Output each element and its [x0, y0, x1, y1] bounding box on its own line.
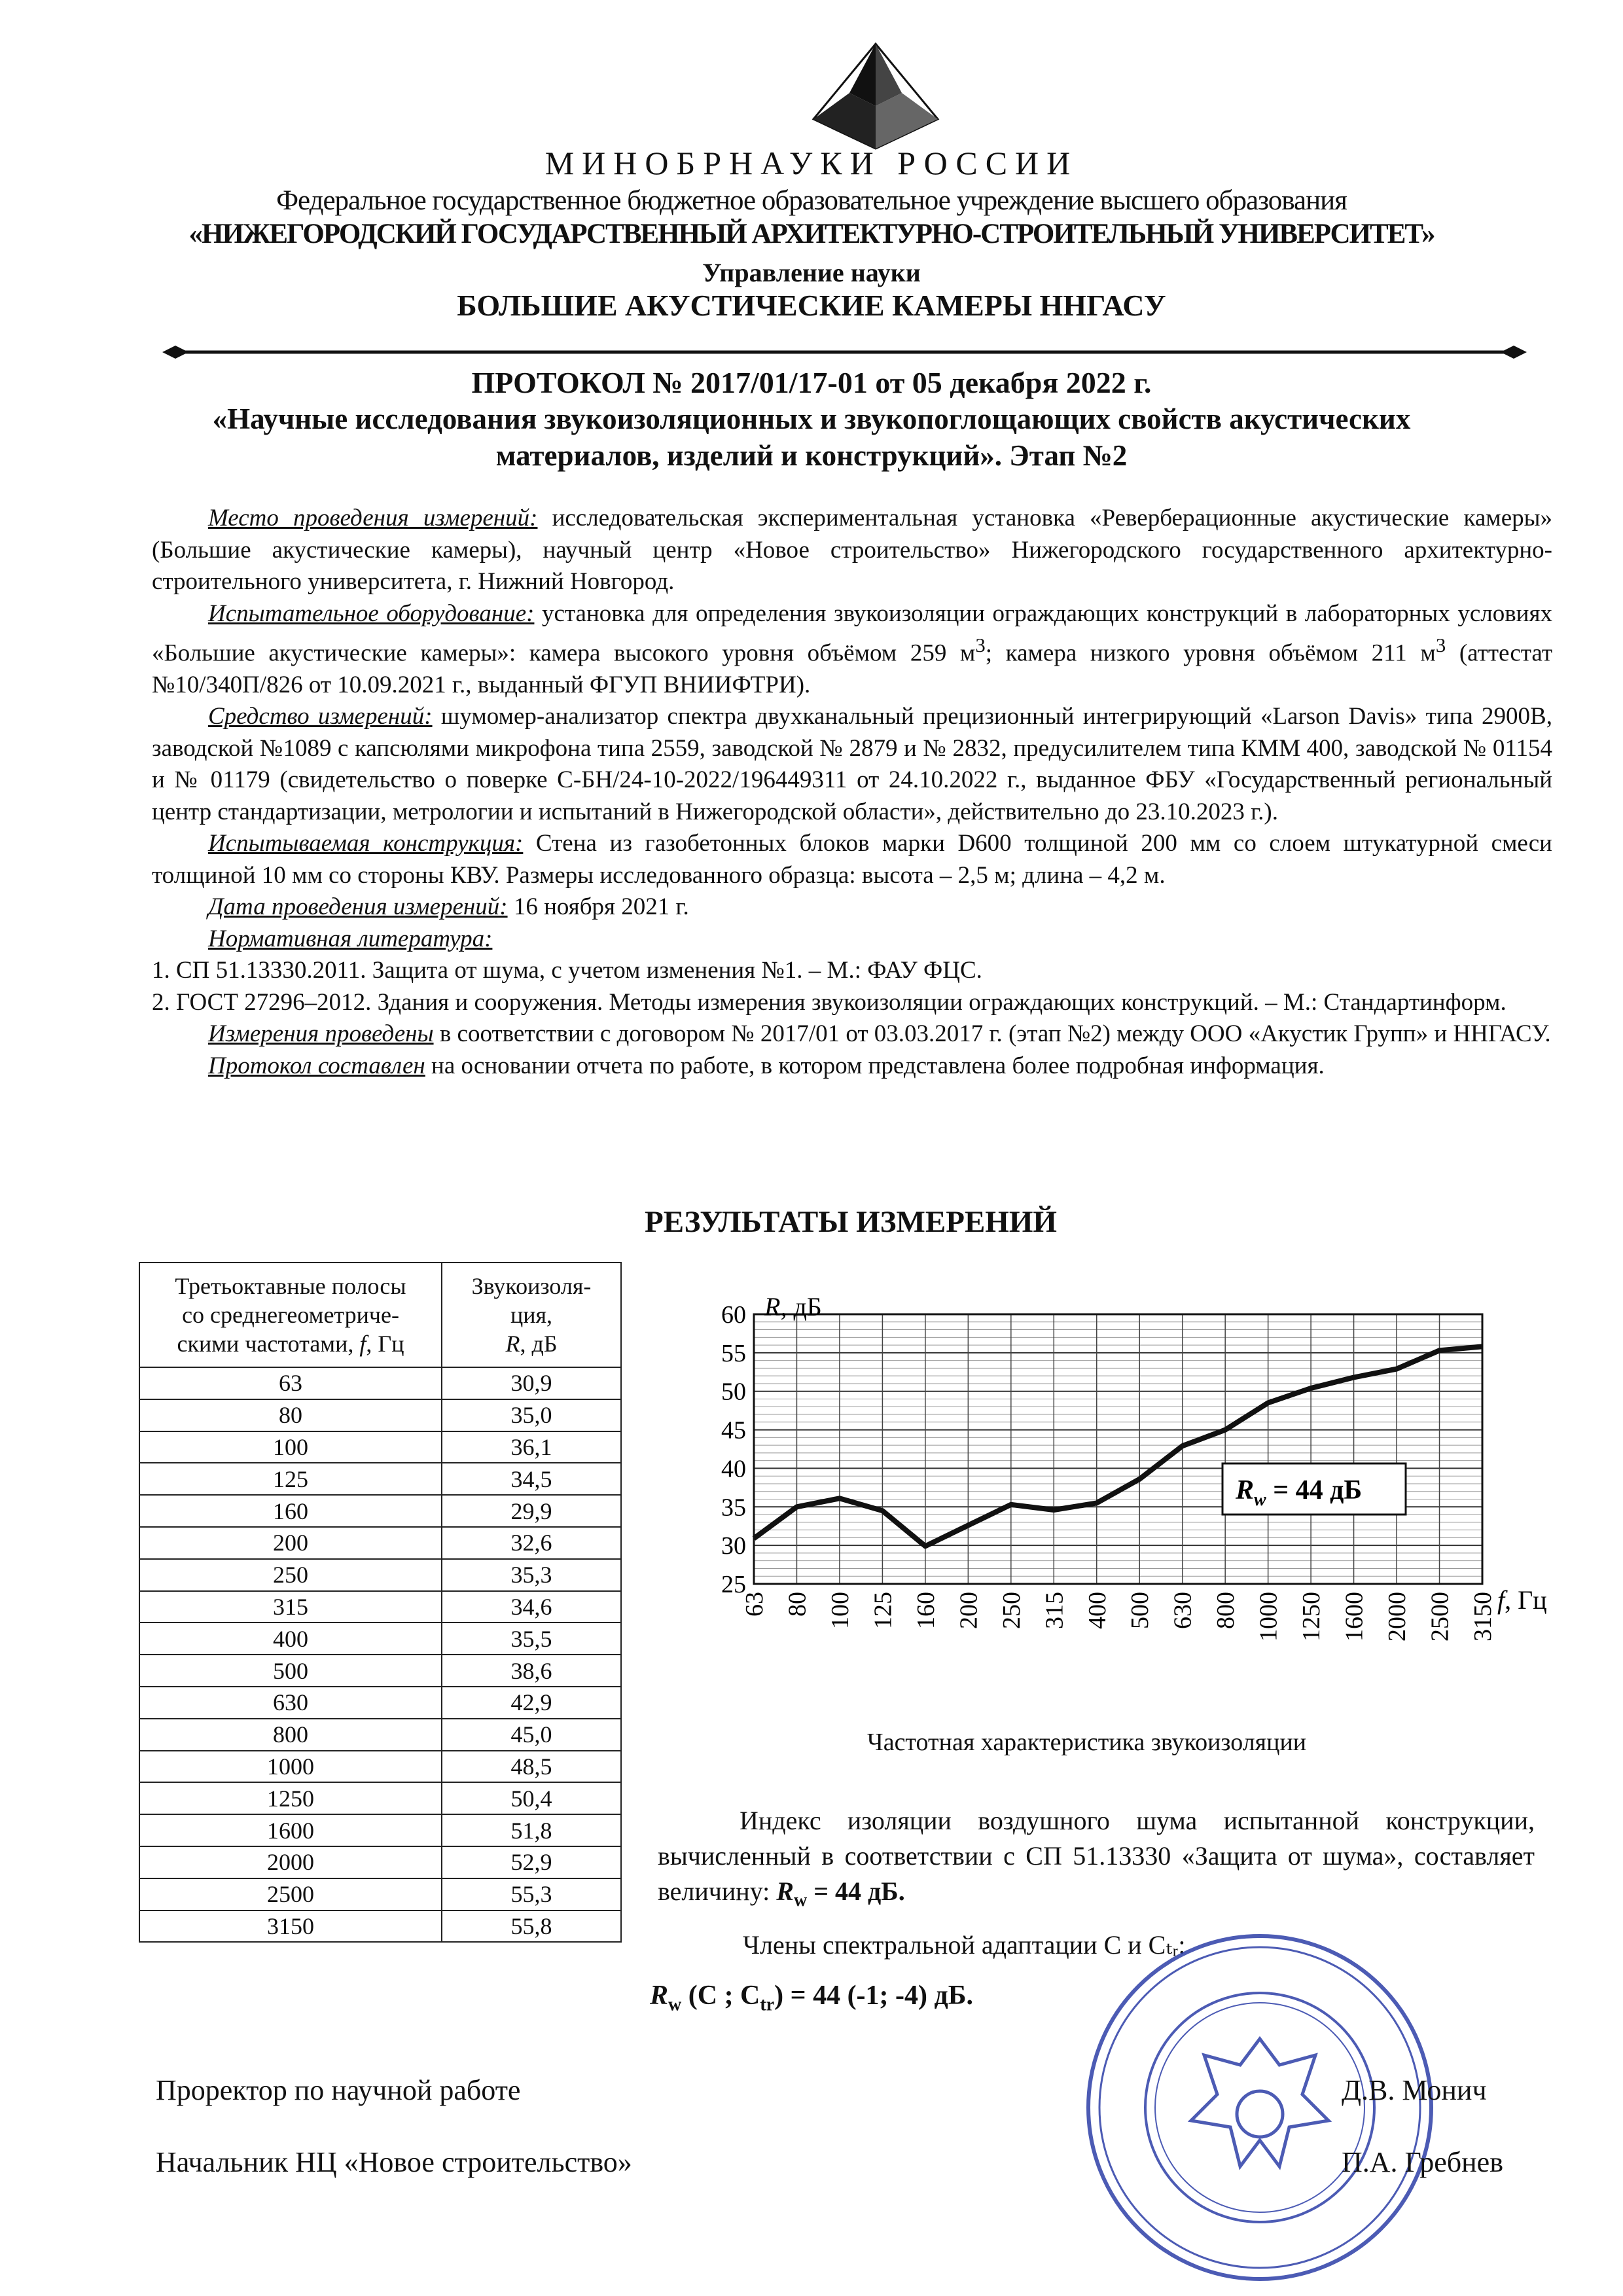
construction-label: Испытываемая конструкция:	[208, 830, 524, 857]
table-row	[139, 1655, 621, 1687]
report-label: Протокол составлен	[208, 1052, 425, 1079]
insulation-cell: 29,9	[442, 1495, 621, 1527]
protocol-subtitle-line-1: «Научные исследования звукоизоляционных и звукопоглощающих свойств акустических	[212, 403, 1411, 435]
results-table	[139, 1262, 622, 1943]
index-value: = 44 дБ.	[807, 1876, 905, 1906]
header-unit: , Гц	[366, 1331, 404, 1357]
header-text: Третьоктавные полосы	[175, 1273, 406, 1299]
header-text: ция,	[510, 1302, 553, 1328]
superscript-3: 3	[1435, 634, 1446, 656]
insulation-cell: 35,0	[442, 1399, 621, 1431]
results-table-body	[139, 1367, 621, 1942]
y-tick-label: 25	[721, 1571, 746, 1598]
x-tick-label: 2000	[1383, 1592, 1412, 1641]
insulation-cell: 32,6	[442, 1527, 621, 1559]
y-tick-label: 50	[721, 1378, 746, 1406]
signatory-1-role: Проректор по научной работе	[156, 2074, 521, 2106]
x-tick-label: 1250	[1298, 1592, 1326, 1641]
insulation-cell: 42,9	[442, 1687, 621, 1719]
y-tick-label: 40	[721, 1455, 746, 1483]
frequency-cell: 2000	[139, 1846, 442, 1878]
table-row	[139, 1719, 621, 1751]
rw-c-ctr-result	[650, 1980, 973, 2015]
insulation-cell: 45,0	[442, 1719, 621, 1751]
report-paragraph	[152, 1050, 1552, 1083]
x-tick-label: 1600	[1340, 1592, 1368, 1641]
chambers-name: БОЛЬШИЕ АКУСТИЧЕСКИЕ КАМЕРЫ ННГАСУ	[457, 289, 1166, 322]
protocol-subtitle	[0, 401, 1623, 474]
frequency-cell: 1600	[139, 1814, 442, 1846]
date-text: 16 ноября 2021 г.	[507, 893, 689, 921]
department-name: Управление науки	[702, 258, 921, 287]
frequency-cell: 63	[139, 1367, 442, 1399]
protocol-title: ПРОТОКОЛ № 2017/01/17-01 от 05 декабря 2022 г.	[471, 366, 1152, 399]
x-tick-label: 800	[1212, 1592, 1240, 1629]
x-tick-label: 80	[783, 1592, 812, 1617]
table-row	[139, 1431, 621, 1463]
insulation-cell: 36,1	[442, 1431, 621, 1463]
header-divider	[162, 342, 1527, 363]
table-row	[139, 1367, 621, 1399]
insulation-cell: 35,3	[442, 1559, 621, 1591]
contract-text: в соответствии с договором № 2017/01 от 03.03.2017 г. (этап №2) между ООО «Акустик Групп» и ННГАСУ.	[433, 1020, 1551, 1048]
insulation-cell: 48,5	[442, 1751, 621, 1783]
table-row	[139, 1846, 621, 1878]
table-row	[139, 1495, 621, 1527]
place-text: исследовательская экспериментальная установка «Реверберационные акустические камеры» (Большие акустические камеры), научный центр «Новое строительство» Нижегородского государственного архитектурно-строительного университета, г. Нижний Новгород.	[152, 505, 1552, 595]
insulation-cell: 34,6	[442, 1591, 621, 1623]
insulation-cell: 30,9	[442, 1367, 621, 1399]
contract-label: Измерения проведены	[208, 1020, 434, 1048]
insulation-cell: 50,4	[442, 1782, 621, 1814]
header-unit: , дБ	[520, 1331, 558, 1357]
x-tick-label: 63	[741, 1592, 768, 1617]
x-tick-label: 630	[1169, 1592, 1197, 1629]
chart-caption: Частотная характеристика звукоизоляции	[867, 1729, 1307, 1756]
instruments-text: шумомер-анализатор спектра двухканальный прецизионный интегрирующий «Larson Davis» типа 2900B, заводской №1089 с капсюлями микрофона типа 2559, заводской № 2879 и № 2832, предусилителем типа КММ 400, заводской № 01154 и № 01179 (свидетельство о поверке С-БН/24-10-2022/196449311 от 24.10.2022 г., выданное ФБУ «Государственный региональный центр стандартизации, метрологии и испытаний в Нижегородской области», действительно до 23.10.2023 г.).	[152, 703, 1552, 825]
equipment-label: Испытательное оборудование:	[208, 600, 535, 627]
equipment-text-1: установка для определения звукоизоляции ограждающих конструкций в лабораторных условиях «Большие акустические камеры»: камера высокого уровня объёмом 259 м	[152, 600, 1552, 667]
index-sub: w	[793, 1890, 808, 1910]
construction-text: Стена из газобетонных блоков марки D600 толщиной 200 мм со слоем штукатурной смеси толщиной 10 мм со стороны КВУ. Размеры исследованного образца: высота – 2,5 м; длина – 4,2 м.	[152, 830, 1552, 889]
signatory-2-role: Начальник НЦ «Новое строительство»	[156, 2146, 632, 2178]
index-paragraph	[658, 1803, 1535, 1918]
x-tick-label: 100	[826, 1592, 854, 1629]
header-text: со среднегеометриче-	[182, 1302, 399, 1328]
y-tick-label: 60	[721, 1301, 746, 1329]
frequency-column-header	[139, 1263, 442, 1367]
table-row	[139, 1559, 621, 1591]
x-tick-label: 500	[1126, 1592, 1154, 1629]
construction-paragraph	[152, 828, 1552, 891]
date-paragraph	[152, 891, 1552, 924]
insulation-cell: 55,3	[442, 1878, 621, 1910]
table-row	[139, 1878, 621, 1910]
chart-x-axis-label: f, Гц	[1497, 1585, 1547, 1615]
frequency-cell: 250	[139, 1559, 442, 1591]
x-tick-label: 1000	[1255, 1592, 1283, 1641]
results-title: РЕЗУЛЬТАТЫ ИЗМЕРЕНИЙ	[644, 1205, 1057, 1239]
header-text: Звукоизоля-	[471, 1273, 592, 1299]
rw-sub: w	[668, 1994, 682, 2015]
frequency-cell: 630	[139, 1687, 442, 1719]
norm-item-1: 1. СП 51.13330.2011. Защита от шума, с учетом изменения №1. – М.: ФАУ ФЦС.	[152, 957, 982, 984]
frequency-cell: 500	[139, 1655, 442, 1687]
report-text: на основании отчета по работе, в котором представлена более подробная информация.	[425, 1052, 1325, 1079]
header-text: скими частотами,	[177, 1331, 360, 1357]
rw-value: ) = 44 (-1; -4) дБ.	[774, 1981, 974, 2011]
index-var: R	[776, 1876, 794, 1906]
place-label: Место проведения измерений:	[208, 505, 538, 531]
table-row	[139, 1751, 621, 1783]
x-tick-label: 160	[912, 1592, 940, 1629]
signatory-2-name: П.А. Гребнев	[1342, 2146, 1503, 2178]
insulation-column-header	[442, 1263, 621, 1367]
table-row	[139, 1463, 621, 1495]
institution-type: Федеральное государственное бюджетное образовательное учреждение высшего образования	[276, 185, 1347, 216]
x-tick-label: 400	[1083, 1592, 1111, 1629]
superscript-3: 3	[975, 634, 986, 656]
rw-var: R	[650, 1981, 669, 2011]
table-row	[139, 1814, 621, 1846]
protocol-body	[152, 503, 1552, 1082]
insulation-chart	[681, 1283, 1590, 1754]
ctr-sub: tr	[760, 1994, 775, 2015]
insulation-cell: 34,5	[442, 1463, 621, 1495]
annotation-text: $R_w = 44$ дБ	[1236, 1475, 1363, 1510]
insulation-cell: 52,9	[442, 1846, 621, 1878]
frequency-cell: 100	[139, 1431, 442, 1463]
norm-item-2: 2. ГОСТ 27296–2012. Здания и сооружения. Методы измерения звукоизоляции ограждающих конструкций. – М.: Стандартинформ.	[152, 988, 1507, 1016]
instruments-label: Средство измерений:	[208, 703, 433, 730]
frequency-cell: 160	[139, 1495, 442, 1527]
table-header-row	[139, 1263, 621, 1367]
insulation-cell: 51,8	[442, 1814, 621, 1846]
frequency-cell: 400	[139, 1623, 442, 1655]
y-tick-label: 30	[721, 1532, 746, 1560]
frequency-cell: 1250	[139, 1782, 442, 1814]
university-name: «НИЖЕГОРОДСКИЙ ГОСУДАРСТВЕННЫЙ АРХИТЕКТУРНО-СТРОИТЕЛЬНЫЙ УНИВЕРСИТЕТ»	[188, 219, 1435, 249]
table-row	[139, 1623, 621, 1655]
table-row	[139, 1591, 621, 1623]
spectral-adaptation-text: Члены спектральной адаптации C и Cₜᵣ:	[743, 1930, 1186, 1960]
x-tick-label: 200	[955, 1592, 983, 1629]
insulation-cell: 35,5	[442, 1623, 621, 1655]
norms-paragraph	[152, 924, 1552, 956]
table-row	[139, 1910, 621, 1943]
index-text: Индекс изоляции воздушного шума испытанной конструкции, вычисленный в соответствии с СП 51.13330 «Защита от шума», составляет величину:	[658, 1806, 1535, 1906]
equipment-text-3: (аттестат №10/340П/826 от 10.09.2021 г., выданный ФГУП ВНИИФТРИ).	[152, 639, 1553, 698]
frequency-cell: 200	[139, 1527, 442, 1559]
frequency-cell: 1000	[139, 1751, 442, 1783]
university-logo	[810, 41, 941, 152]
date-label: Дата проведения измерений:	[208, 893, 508, 921]
equipment-paragraph	[152, 598, 1552, 702]
chart-y-axis-label: R, дБ	[764, 1292, 822, 1321]
conclusion-text	[658, 1803, 1535, 1918]
table-row	[139, 1527, 621, 1559]
frequency-cell: 3150	[139, 1910, 442, 1943]
frequency-cell: 800	[139, 1719, 442, 1751]
instruments-paragraph	[152, 701, 1552, 828]
norms-label: Нормативная литература:	[208, 925, 493, 952]
x-tick-label: 3150	[1469, 1592, 1497, 1641]
frequency-cell: 2500	[139, 1878, 442, 1910]
table-row	[139, 1399, 621, 1431]
x-tick-label: 2500	[1426, 1592, 1454, 1641]
ministry-name: МИНОБРНАУКИ РОССИИ	[544, 145, 1079, 181]
equipment-text-2: ; камера низкого уровня объёмом 211 м	[985, 639, 1436, 667]
insulation-cell: 55,8	[442, 1910, 621, 1943]
x-tick-label: 315	[1041, 1592, 1069, 1629]
protocol-subtitle-line-2: материалов, изделий и конструкций». Этап №2	[495, 439, 1128, 472]
x-tick-label: 250	[997, 1592, 1026, 1629]
chart-y-ticks	[721, 1301, 746, 1598]
chart-grid	[754, 1314, 1482, 1584]
frequency-cell: 80	[139, 1399, 442, 1431]
table-row	[139, 1782, 621, 1814]
rw-paren: (C ; C	[681, 1981, 760, 2011]
plot-frame	[754, 1314, 1482, 1584]
signatory-1-name: Д.В. Монич	[1342, 2074, 1487, 2106]
y-tick-label: 55	[721, 1339, 746, 1367]
y-tick-label: 35	[721, 1494, 746, 1522]
place-paragraph	[152, 503, 1552, 598]
y-tick-label: 45	[721, 1416, 746, 1444]
chart-x-ticks	[741, 1592, 1497, 1641]
chart-series-line	[754, 1346, 1482, 1546]
official-stamp	[1063, 1924, 1450, 2291]
frequency-cell: 125	[139, 1463, 442, 1495]
chart-annotation	[1222, 1463, 1406, 1515]
header-var: f	[359, 1331, 366, 1357]
table-row	[139, 1687, 621, 1719]
contract-paragraph	[152, 1018, 1552, 1050]
x-tick-label: 125	[869, 1592, 897, 1629]
insulation-cell: 38,6	[442, 1655, 621, 1687]
frequency-cell: 315	[139, 1591, 442, 1623]
header-var: R	[505, 1331, 520, 1357]
